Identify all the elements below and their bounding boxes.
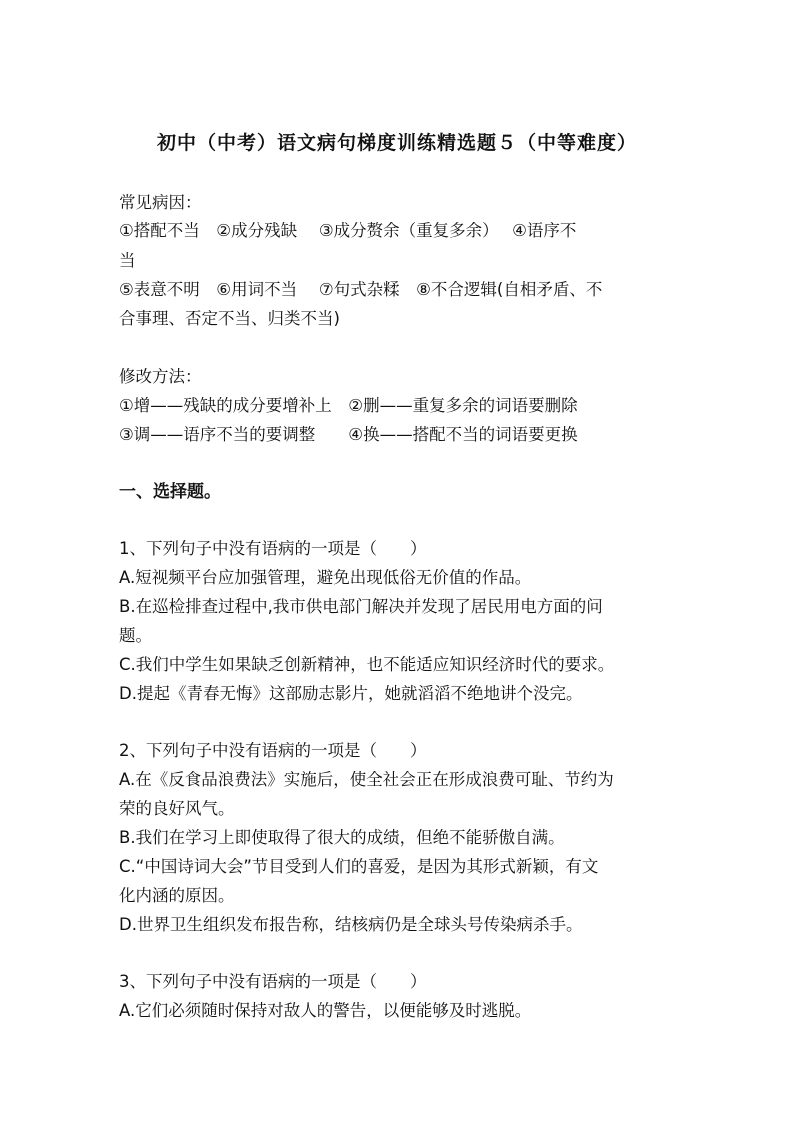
page-title: 初中（中考）语文病句梯度训练精选题５（中等难度）: [156, 132, 637, 154]
methods-line: ③调——语序不当的要调整 ④换——搭配不当的词语要更换: [119, 425, 578, 444]
question-option: D.世界卫生组织发布报告称，结核病仍是全球头号传染病杀手。: [119, 915, 583, 934]
methods-line: ①增——残缺的成分要增补上 ②删——重复多余的词语要删除: [119, 396, 578, 415]
question-option: A.在《反食品浪费法》实施后，使全社会正在形成浪费可耻、节约为: [119, 770, 614, 789]
question-stem: 1、下列句子中没有语病的一项是（ ）: [119, 539, 427, 558]
question-stem: 3、下列句子中没有语病的一项是（ ）: [119, 972, 427, 991]
question-option: 化内涵的原因。: [119, 886, 235, 905]
question-option: C.“中国诗词大会”节目受到人们的喜爱，是因为其形式新颖，有文: [119, 857, 599, 876]
question-stem: 2、下列句子中没有语病的一项是（ ）: [119, 741, 427, 760]
causes-line: 当: [119, 251, 136, 270]
question-option: 题。: [119, 626, 152, 645]
causes-line: ⑤表意不明 ⑥用词不当 ⑦句式杂糅 ⑧不合逻辑(自相矛盾、不: [119, 280, 603, 299]
methods-heading: 修改方法：: [119, 367, 202, 386]
causes-line: ①搭配不当 ②成分残缺 ③成分赘余（重复多余） ④语序不: [119, 221, 577, 240]
question-option: A.短视频平台应加强管理，避免出现低俗无价值的作品。: [119, 568, 532, 587]
question-option: 荣的良好风气。: [119, 799, 235, 818]
question-option: B.我们在学习上即使取得了很大的成绩，但绝不能骄傲自满。: [119, 828, 565, 847]
question-option: A.它们必须随时保持对敌人的警告，以便能够及时逃脱。: [119, 1001, 532, 1020]
section-title: 一、选择题。: [119, 482, 221, 502]
causes-heading: 常见病因：: [119, 193, 202, 212]
question-option: C.我们中学生如果缺乏创新精神，也不能适应知识经济时代的要求。: [119, 655, 615, 674]
question-option: B.在巡检排查过程中,我市供电部门解决并发现了居民用电方面的问: [119, 597, 603, 616]
causes-line: 合事理、否定不当、归类不当): [119, 309, 340, 328]
question-option: D.提起《青春无悔》这部励志影片，她就滔滔不绝地讲个没完。: [119, 684, 583, 703]
